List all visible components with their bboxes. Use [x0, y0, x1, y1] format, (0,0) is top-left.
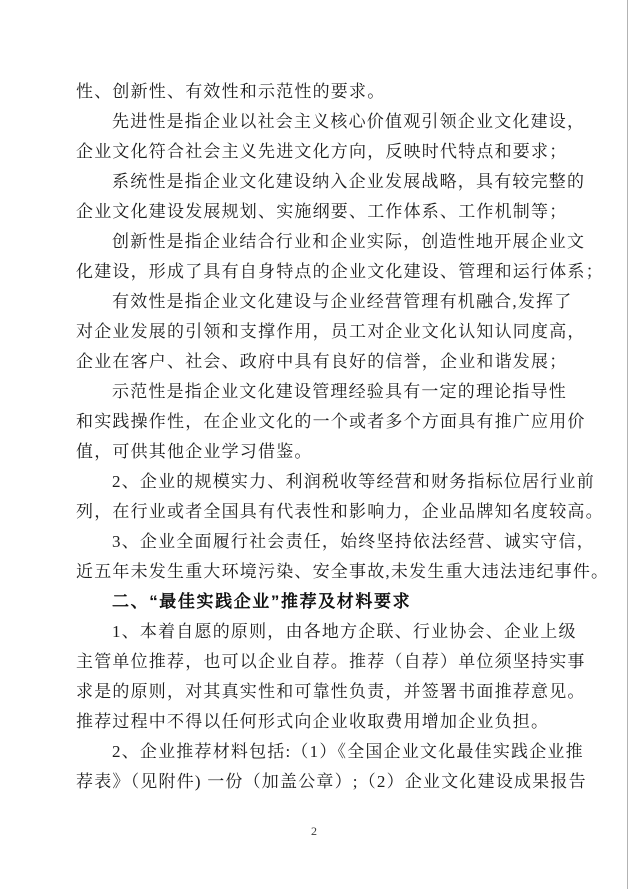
text-line: 创新性是指企业结合行业和企业实际，创造性地开展企业文	[112, 232, 586, 251]
text-line: 企业文化符合社会主义先进文化方向，反映时代特点和要求；	[76, 142, 568, 161]
paragraph	[76, 77, 566, 107]
text-line: 示范性是指企业文化建设管理经验具有一定的理论指导性	[112, 382, 567, 401]
page-edge-line	[627, 0, 628, 889]
text-line: 企业文化建设发展规划、实施纲要、工作体系、工作机制等；	[76, 202, 568, 221]
paragraph	[76, 377, 586, 467]
text-line: 推荐过程中不得以任何形式向企业收取费用增加企业负担。	[76, 712, 550, 731]
paragraph	[76, 227, 604, 287]
document-body	[76, 77, 610, 797]
text-line: 近五年未发生重大环境污染、安全事故,未发生重大违法违纪事件。	[76, 562, 610, 581]
paragraph	[76, 617, 586, 737]
text-line: 和实践操作性，在企业文化的一个或者多个方面具有推广应用价	[76, 412, 586, 431]
text-line: 二、“最佳实践企业”推荐及材料要求	[112, 592, 412, 611]
text-line: 求是的原则，对其真实性和可靠性负责，并签署书面推荐意见。	[76, 682, 586, 701]
paragraph	[76, 107, 586, 167]
text-line: 性、创新性、有效性和示范性的要求。	[76, 82, 386, 101]
text-line: 化建设，形成了具有自身特点的企业文化建设、管理和运行体系；	[76, 262, 604, 281]
text-line: 有效性是指企业文化建设与企业经营管理有机融合,发挥了	[112, 292, 573, 311]
text-line: 列，在行业或者全国具有代表性和影响力，企业品牌知名度较高。	[76, 502, 604, 521]
text-line: 先进性是指企业以社会主义核心价值观引领企业文化建设，	[112, 112, 586, 131]
text-line: 荐表》（见附件) 一份（加盖公章）;（2）企业文化建设成果报告	[76, 772, 587, 791]
paragraph	[76, 737, 587, 797]
text-line: 2、企业推荐材料包括:（1）《全国企业文化最佳实践企业推	[112, 742, 584, 761]
page-footer	[0, 822, 628, 840]
paragraph	[76, 167, 586, 227]
section-heading	[76, 587, 566, 617]
page-number: 2	[311, 824, 317, 838]
text-line: 企业在客户、社会、政府中具有良好的信誉，企业和谐发展；	[76, 352, 568, 371]
text-line: 3、企业全面履行社会责任，始终坚持依法经营、诚实守信，	[112, 532, 595, 551]
text-line: 系统性是指企业文化建设纳入企业发展战略，具有较完整的	[112, 172, 586, 191]
text-line: 主管单位推荐，也可以企业自荐。推荐（自荐）单位须坚持实事	[76, 652, 586, 671]
text-line: 1、本着自愿的原则，由各地方企联、行业协会、企业上级	[112, 622, 577, 641]
paragraph	[76, 527, 610, 587]
paragraph	[76, 287, 586, 377]
text-line: 对企业发展的引领和支撑作用，员工对企业文化认知认同度高，	[76, 322, 586, 341]
paragraph	[76, 467, 604, 527]
text-line: 值，可供其他企业学习借鉴。	[76, 442, 313, 461]
text-line: 2、企业的规模实力、利润税收等经营和财务指标位居行业前	[112, 472, 595, 491]
